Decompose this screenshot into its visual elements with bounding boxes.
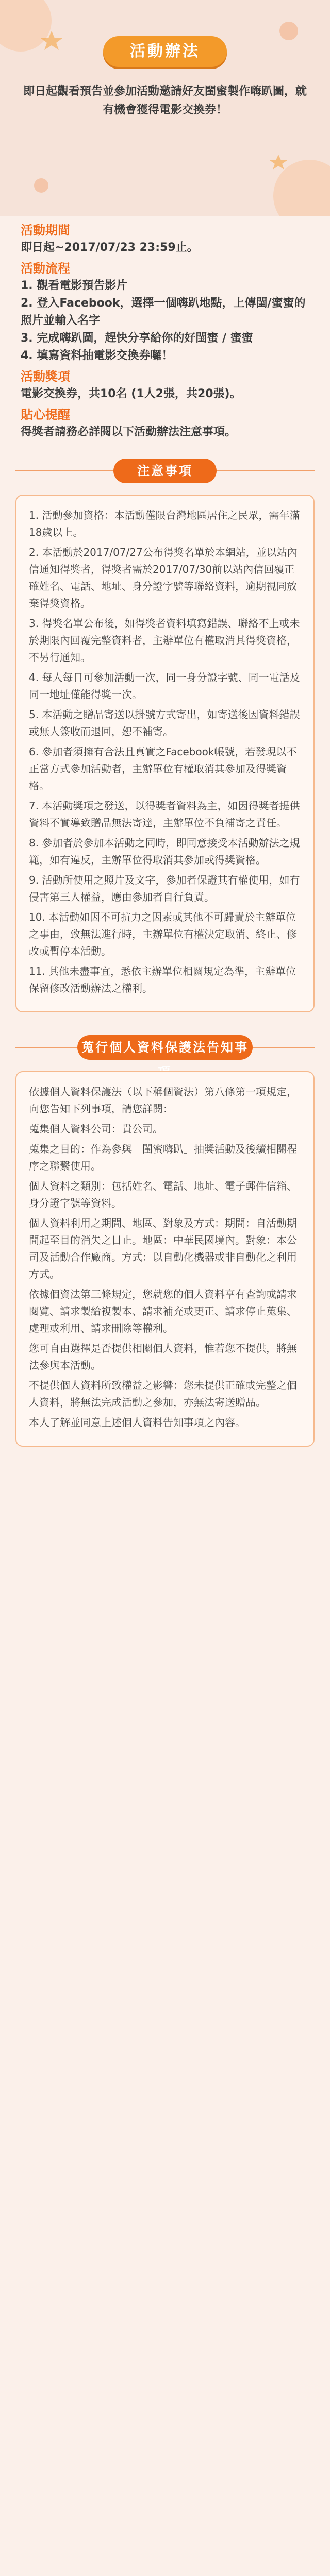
flow-step: 3. 完成嗨趴圖，趕快分享給你的好閨蜜 / 蜜蜜 [21,332,253,345]
note-item: 10. 本活動如因不可抗力之因素或其他不可歸責於主辦單位之事由，致無法進行時，主辦單位有權決定取消、終止、修改或暫停本活動。 [29,911,297,957]
note-item: 7. 本活動獎項之發送，以得獎者資料為主，如因得獎者提供資料不實導致贈品無法寄達，主辦單位不負補寄之責任。 [29,800,300,829]
flow-step: 2. 登入Facebook，選擇一個嗨趴地點，上傳閨/蜜蜜的照片並輸入名字 [21,297,306,327]
page-title: 活動辦法 [103,36,227,67]
reminder-block [15,406,315,441]
privacy-paragraph: 本人了解並同意上述個人資料告知事項之內容。 [29,1416,245,1429]
privacy-box [15,1071,315,1447]
note-item: 4. 每人每日可參加活動一次，同一身分證字號、同一電話及同一地址僅能得獎一次。 [29,671,300,701]
prize-block [15,368,315,403]
note-item: 1. 活動參加資格：本活動僅限台灣地區居住之民眾，需年滿18歲以上。 [29,509,300,538]
flow-step: 1. 觀看電影預告影片 [21,279,128,292]
privacy-paragraph: 蒐集之目的：作為參與「閨蜜嗨趴」抽獎活動及後續相關程序之聯繫使用。 [29,1143,297,1172]
note-item: 9. 活動所使用之照片及文字，參加者保證其有權使用，如有侵害第三人權益，應由參加者自行負責。 [29,874,300,903]
period-block [15,222,315,257]
prize-heading: 活動獎項 [21,369,70,384]
note-item: 2. 本活動於2017/07/27公布得獎名單於本網站，並以站內信通知得獎者，得獎者需於2017/07/30前以站內信回覆正確姓名、電話、地址、身分證字號等聯絡資料，逾期視同放棄得獎資格。 [29,546,298,609]
prize-text: 電影交換券，共10名 (1人2張，共20張)。 [21,387,241,400]
notes-box [15,495,315,1012]
flow-step: 4. 填寫資料抽電影交換券囉！ [21,349,173,362]
hero [0,0,330,216]
notes-heading: 注意事項 [113,459,217,483]
intro-text: 即日起觀看預告並參加活動邀請好友閨蜜製作嗨趴圖，就有機會獲得電影交換券！ [23,85,307,116]
privacy-paragraph: 不提供個人資料所致權益之影響：您未提供正確或完整之個人資料，將無法完成活動之參加，亦無法寄送贈品。 [29,1379,297,1409]
privacy-paragraph: 蒐集個人資料公司：貴公司。 [29,1123,163,1135]
privacy-paragraph: 依據個資法第三條規定，您就您的個人資料享有查詢或請求閱覽、請求製給複製本、請求補充或更正、請求停止蒐集、處理或利用、請求刪除等權利。 [29,1288,297,1334]
privacy-heading: 蒐行個人資料保護法告知事 [77,1035,253,1060]
rules-section [15,222,315,441]
note-item: 11. 其他未盡事宜，悉依主辦單位相關規定為準，主辦單位保留修改活動辦法之權利。 [29,965,296,994]
note-item: 6. 參加者須擁有合法且真實之Facebook帳號，若發現以不正當方式參加活動者，主辦單位有權取消其參加及得獎資格。 [29,745,297,792]
privacy-band [0,1033,330,1062]
notes-band [0,456,330,485]
privacy-paragraph: 個人資料利用之期間、地區、對象及方式：期間：自活動期間起至目的消失之日止。地區：中華民國境內。對象：本公司及活動合作廠商。方式：以自動化機器或非自動化之利用方式。 [29,1217,297,1280]
period-text: 即日起~2017/07/23 23:59止。 [21,241,199,254]
note-item: 8. 參加者於參加本活動之同時，即同意接受本活動辦法之規範，如有違反，主辦單位得取消其參加或得獎資格。 [29,837,300,866]
privacy-paragraph: 依據個人資料保護法（以下稱個資法）第八條第一項規定，向您告知下列事項，請您詳閱： [29,1086,297,1115]
note-item: 3. 得獎名單公布後，如得獎者資料填寫錯誤、聯絡不上或未於期限內回覆完整資料者，主辦單位有權取消其得獎資格，不另行通知。 [29,617,300,664]
note-item: 5. 本活動之贈品寄送以掛號方式寄出，如寄送後因資料錯誤或無人簽收而退回，恕不補寄。 [29,708,300,738]
flow-block [15,260,315,365]
flow-heading: 活動流程 [21,261,70,276]
period-heading: 活動期間 [21,223,70,238]
reminder-text: 得獎者請務必詳閱以下活動辦法注意事項。 [21,426,237,438]
privacy-paragraph: 個人資料之類別：包括姓名、電話、地址、電子郵件信箱、身分證字號等資料。 [29,1180,297,1209]
privacy-paragraph: 您可自由選擇是否提供相關個人資料，惟若您不提供，將無法參與本活動。 [29,1342,297,1371]
reminder-heading: 貼心提醒 [21,408,70,422]
